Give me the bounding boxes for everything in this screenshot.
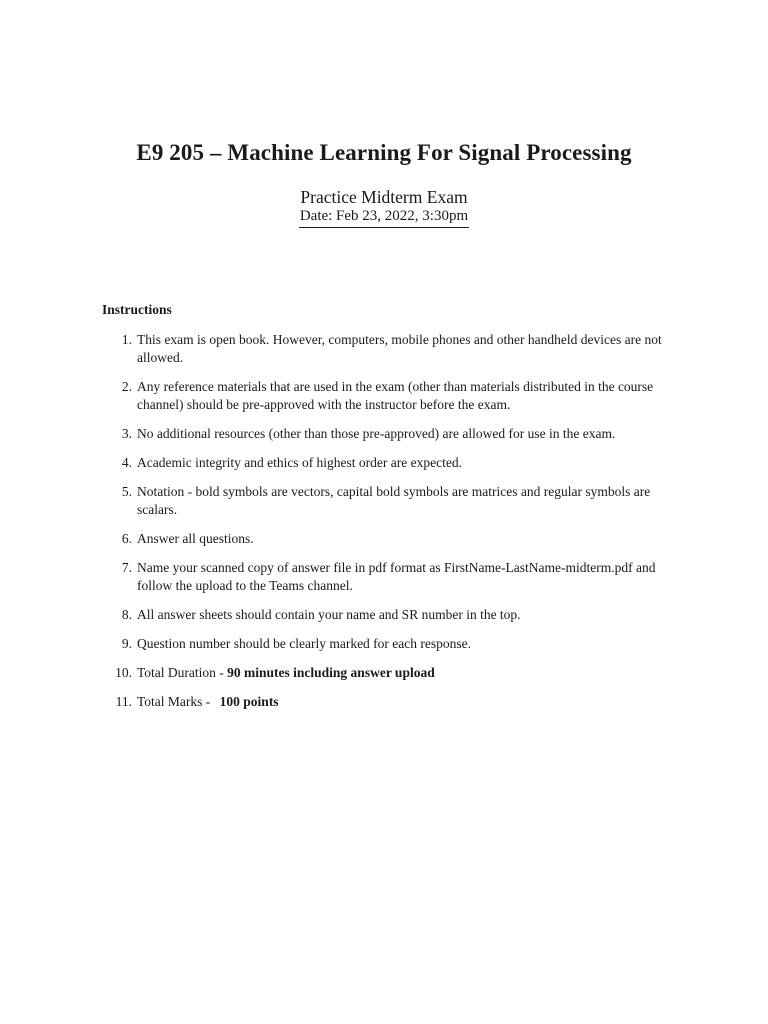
course-title: E9 205 – Machine Learning For Signal Processing bbox=[136, 140, 632, 165]
instruction-text: Total Duration - bbox=[137, 665, 228, 680]
exam-subtitle: Practice Midterm Exam bbox=[300, 187, 468, 207]
instruction-text: Total Marks - bbox=[137, 694, 214, 709]
instruction-text: Notation - bold symbols are vectors, capital bold symbols are matrices and regular symbols are scalars. bbox=[137, 484, 651, 517]
marks-value: 100 points bbox=[219, 694, 279, 709]
instruction-item bbox=[102, 425, 672, 443]
instruction-item bbox=[102, 559, 672, 595]
instruction-text: Any reference materials that are used in the exam (other than materials distributed in the course channel) should be pre-approved with the instructor before the exam. bbox=[137, 379, 654, 412]
instruction-text: No additional resources (other than those pre-approved) are allowed for use in the exam. bbox=[137, 426, 616, 441]
exam-date-block bbox=[0, 207, 768, 228]
instruction-number: 8. bbox=[121, 607, 132, 622]
instruction-text: Answer all questions. bbox=[137, 531, 254, 546]
instruction-text: This exam is open book. However, computers, mobile phones and other handheld devices are not allowed. bbox=[137, 332, 662, 365]
instruction-number: 2. bbox=[121, 379, 132, 394]
instruction-item bbox=[102, 635, 672, 653]
instruction-text: Academic integrity and ethics of highest order are expected. bbox=[137, 455, 462, 470]
instruction-number: 4. bbox=[121, 455, 132, 470]
instruction-item bbox=[102, 378, 672, 414]
instruction-text-container bbox=[137, 664, 672, 682]
instruction-number: 10. bbox=[115, 665, 132, 680]
duration-value: 90 minutes including answer upload bbox=[227, 665, 435, 680]
instruction-number: 6. bbox=[121, 531, 132, 546]
instruction-text: All answer sheets should contain your name and SR number in the top. bbox=[137, 607, 521, 622]
instruction-text-container bbox=[137, 693, 672, 711]
instruction-item bbox=[102, 454, 672, 472]
instruction-number: 7. bbox=[121, 560, 132, 575]
instruction-item bbox=[102, 483, 672, 519]
instruction-item bbox=[102, 331, 672, 367]
instruction-number: 3. bbox=[121, 426, 132, 441]
instruction-number: 11. bbox=[115, 694, 132, 709]
instruction-item bbox=[102, 530, 672, 548]
instruction-item bbox=[102, 664, 672, 682]
instructions-heading: Instructions bbox=[102, 302, 172, 317]
instruction-item bbox=[102, 693, 672, 711]
instruction-number: 5. bbox=[121, 484, 132, 499]
instruction-text: Name your scanned copy of answer file in pdf format as FirstName-LastName-midterm.pdf and follow the upload to the Teams channel. bbox=[137, 560, 656, 593]
instructions-list bbox=[102, 331, 672, 722]
instruction-item bbox=[102, 606, 672, 624]
instruction-number: 9. bbox=[121, 636, 132, 651]
instruction-text: Question number should be clearly marked for each response. bbox=[137, 636, 472, 651]
exam-date: Date: Feb 23, 2022, 3:30pm bbox=[299, 208, 469, 228]
instruction-number: 1. bbox=[121, 332, 132, 347]
